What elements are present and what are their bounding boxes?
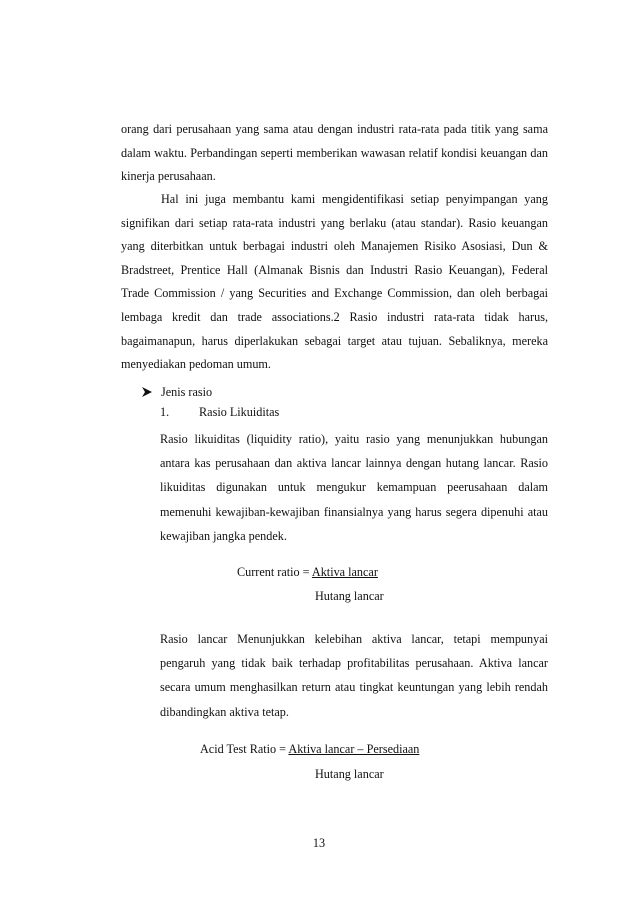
acid-test-denominator: Hutang lancar	[315, 767, 384, 781]
acid-test-label: Acid Test Ratio =	[200, 742, 289, 756]
current-ratio-label: Current ratio =	[237, 565, 312, 579]
current-ratio-denominator: Hutang lancar	[315, 589, 384, 603]
bullet-jenis-rasio	[141, 381, 212, 403]
current-ratio-paragraph: Rasio lancar Menunjukkan kelebihan aktiva lancar, tetapi mempunyai pengaruh yang tidak baik terhadap profitabilitas perusahaan. Aktiva lancar secara umum menghasilkan return atau tingkat keuntungan yang lebih rendah dibandingkan aktiva tetap.	[160, 632, 548, 719]
page-number: 13	[312, 836, 326, 850]
paragraph-industry-ratios: Hal ini juga membantu kami mengidentifikasi setiap penyimpangan yang signifikan dari setiap rata-rata industri yang berlaku (atau standar). Rasio keuangan yang diterbitkan untuk berbagai industri oleh Manajemen Risiko Asosiasi, Dun & Bradstreet, Prentice Hall (Almanak Bisnis dan Industri Rasio Keuangan), Federal Trade Commission / yang Securities and Exchange Commission, dan oleh berbagai lembaga kredit dan trade associations.2 Rasio industri rata-rata tidak harus, bagaimanapun, harus diperlakukan sebagai target atau tujuan. Sebaliknya, mereka menyediakan pedoman umum.	[121, 192, 548, 372]
current-ratio-formula	[237, 565, 378, 580]
liquidity-paragraph: Rasio likuiditas (liquidity ratio), yaitu rasio yang menunjukkan hubungan antara kas perusahaan dan aktiva lancar lainnya dengan hutang lancar. Rasio likuiditas digunakan untuk mengukur kemampuan peerusahaan dalam memenuhi kewajiban-kewajiban finansialnya yang harus segera dipenuhi atau kewajiban jangka pendek.	[160, 432, 548, 543]
item-title: Rasio Likuiditas	[199, 405, 280, 419]
acid-test-numerator: Aktiva lancar – Persediaan	[288, 742, 420, 756]
paragraph-continuation: orang dari perusahaan yang sama atau dengan industri rata-rata pada titik yang sama dalam waktu. Perbandingan seperti memberikan wawasan relatif kondisi keuangan dan kinerja perusahaan.	[121, 122, 548, 184]
arrow-bullet-icon	[141, 386, 153, 398]
current-ratio-numerator: Aktiva lancar	[311, 565, 378, 579]
acid-test-formula	[200, 742, 419, 757]
numbered-heading	[160, 405, 279, 420]
item-number: 1.	[160, 405, 170, 419]
bullet-label: Jenis rasio	[161, 384, 213, 399]
